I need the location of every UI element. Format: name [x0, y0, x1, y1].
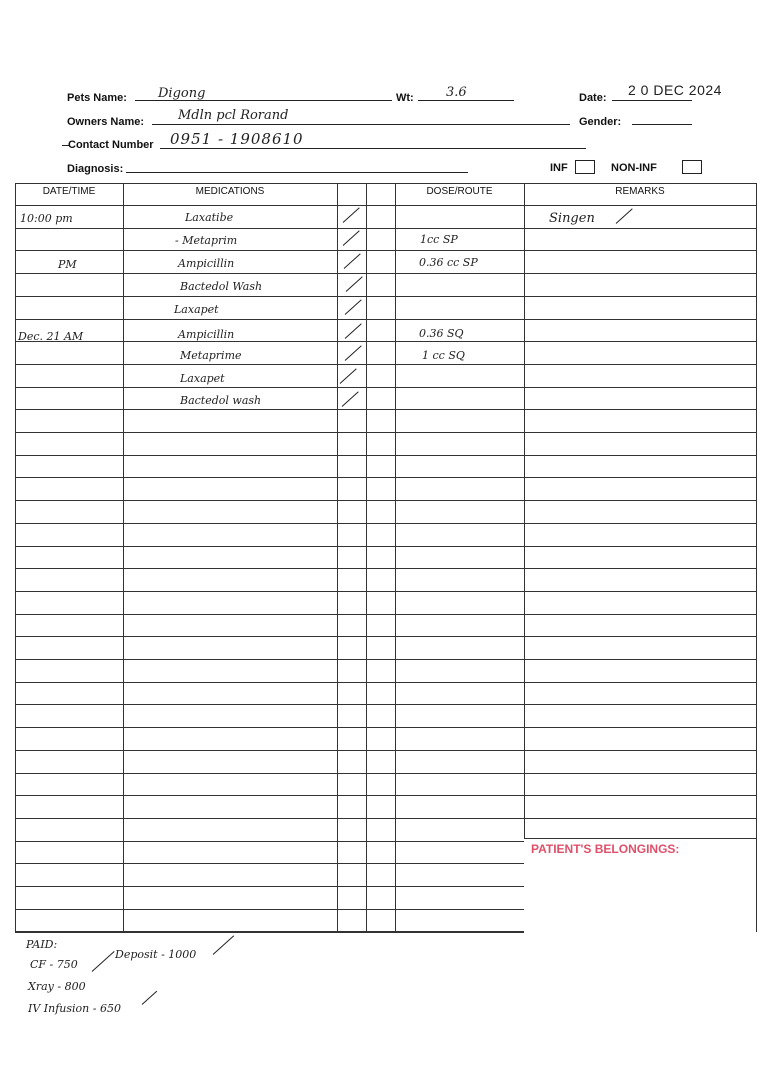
- header-dose-route: DOSE/ROUTE: [426, 186, 493, 197]
- row-5-check-mark: [345, 299, 362, 314]
- pets-name-label: Pets Name:: [67, 92, 127, 104]
- wt-value[interactable]: 3.6: [446, 85, 467, 100]
- iv-check-mark: [142, 991, 158, 1005]
- row-6-date[interactable]: Dec. 21 AM: [18, 330, 84, 343]
- table-row-line: [15, 523, 756, 524]
- owners-name-line: [152, 124, 570, 125]
- noninf-label: NON-INF: [611, 162, 657, 174]
- paid-note: PAID:: [26, 938, 58, 951]
- deposit-note: Deposit - 1000: [115, 948, 197, 961]
- row-2-med[interactable]: - Metaprim: [175, 234, 238, 247]
- header-datetime: DATE/TIME: [42, 186, 96, 197]
- row-4-med[interactable]: Bactedol Wash: [180, 280, 263, 293]
- table-row-line: [15, 704, 756, 705]
- row-1-remark-check-mark: [616, 208, 633, 223]
- row-3-date[interactable]: PM: [58, 258, 77, 271]
- row-8-check-mark: [340, 368, 357, 383]
- row-1-med[interactable]: Laxatibe: [185, 211, 234, 224]
- table-row-line: [15, 387, 756, 388]
- table-row-line: [15, 591, 756, 592]
- date-label: Date:: [579, 92, 607, 104]
- table-row-line: [15, 727, 756, 728]
- table-row-line: [15, 636, 756, 637]
- iv-note: IV Infusion - 650: [28, 1002, 121, 1015]
- row-6-med[interactable]: Ampicillin: [178, 328, 235, 341]
- row-7-med[interactable]: Metaprime: [180, 349, 242, 362]
- table-row-line: [15, 455, 756, 456]
- row-1-remark[interactable]: Singen: [549, 211, 595, 226]
- table-row-line: [15, 659, 756, 660]
- contact-line: [160, 148, 586, 149]
- inf-label: INF: [550, 162, 568, 174]
- pets-name-value[interactable]: Digong: [158, 86, 206, 101]
- date-value[interactable]: 2 0 DEC 2024: [628, 82, 722, 98]
- table-row-line: [15, 364, 756, 365]
- row-8-med[interactable]: Laxapet: [180, 372, 225, 385]
- table-row-line: [15, 319, 756, 320]
- row-6-check-mark: [345, 323, 362, 338]
- table-row-line: [15, 273, 756, 274]
- table-row-line: [15, 773, 756, 774]
- table-header-border: [15, 205, 756, 206]
- cf-note: CF - 750: [30, 958, 78, 971]
- contact-value[interactable]: 0951 - 1908610: [170, 130, 304, 148]
- row-4-check-mark: [346, 276, 363, 291]
- row-7-check-mark: [345, 345, 362, 360]
- belongings-label: PATIENT'S BELONGINGS:: [531, 842, 680, 856]
- row-2-dose[interactable]: 1cc SP: [420, 233, 458, 246]
- wt-label: Wt:: [396, 92, 414, 104]
- header-medications: MEDICATIONS: [195, 186, 265, 197]
- table-row-line: [15, 250, 756, 251]
- table-row-line: [15, 682, 756, 683]
- table-row-line: [15, 341, 756, 342]
- gender-line: [632, 124, 692, 125]
- row-3-check-mark: [344, 253, 361, 268]
- table-row-line: [15, 795, 756, 796]
- owners-name-label: Owners Name:: [67, 116, 145, 128]
- table-row-line: [15, 500, 756, 501]
- row-9-med[interactable]: Bactedol wash: [180, 394, 262, 407]
- table-row-line: [15, 228, 756, 229]
- cf-check-mark: [92, 951, 115, 972]
- row-3-dose[interactable]: 0.36 cc SP: [419, 256, 478, 269]
- row-1-check-mark: [343, 207, 360, 222]
- table-row-line: [15, 546, 756, 547]
- deposit-check-mark: [213, 935, 234, 954]
- owners-name-value[interactable]: Mdln pcl Rorand: [178, 108, 289, 123]
- row-7-dose[interactable]: 1 cc SQ: [422, 349, 465, 362]
- table-row-line: [15, 818, 756, 819]
- table-row-line: [15, 477, 756, 478]
- table-row-line: [15, 432, 756, 433]
- row-9-check-mark: [342, 391, 359, 406]
- inf-checkbox[interactable]: [575, 160, 595, 174]
- table-row-line: [15, 750, 756, 751]
- noninf-checkbox[interactable]: [682, 160, 702, 174]
- table-top-border: [15, 183, 756, 184]
- wt-line: [418, 100, 514, 101]
- table-right-border: [756, 183, 757, 932]
- table-row-line: [15, 568, 756, 569]
- row-3-med[interactable]: Ampicillin: [178, 257, 235, 270]
- gender-label: Gender:: [579, 116, 622, 128]
- row-2-check-mark: [343, 230, 360, 245]
- row-5-med[interactable]: Laxapet: [174, 303, 219, 316]
- xray-note: Xray - 800: [28, 980, 86, 993]
- contact-label: Contact Number: [68, 139, 154, 151]
- diagnosis-label: Diagnosis:: [67, 163, 124, 175]
- table-row-line: [15, 614, 756, 615]
- row-1-date[interactable]: 10:00 pm: [20, 212, 73, 225]
- header-remarks: REMARKS: [615, 186, 665, 197]
- row-6-dose[interactable]: 0.36 SQ: [419, 327, 464, 340]
- table-row-line: [15, 409, 756, 410]
- diagnosis-line: [126, 172, 468, 173]
- date-line: [612, 100, 692, 101]
- table-row-line: [15, 296, 756, 297]
